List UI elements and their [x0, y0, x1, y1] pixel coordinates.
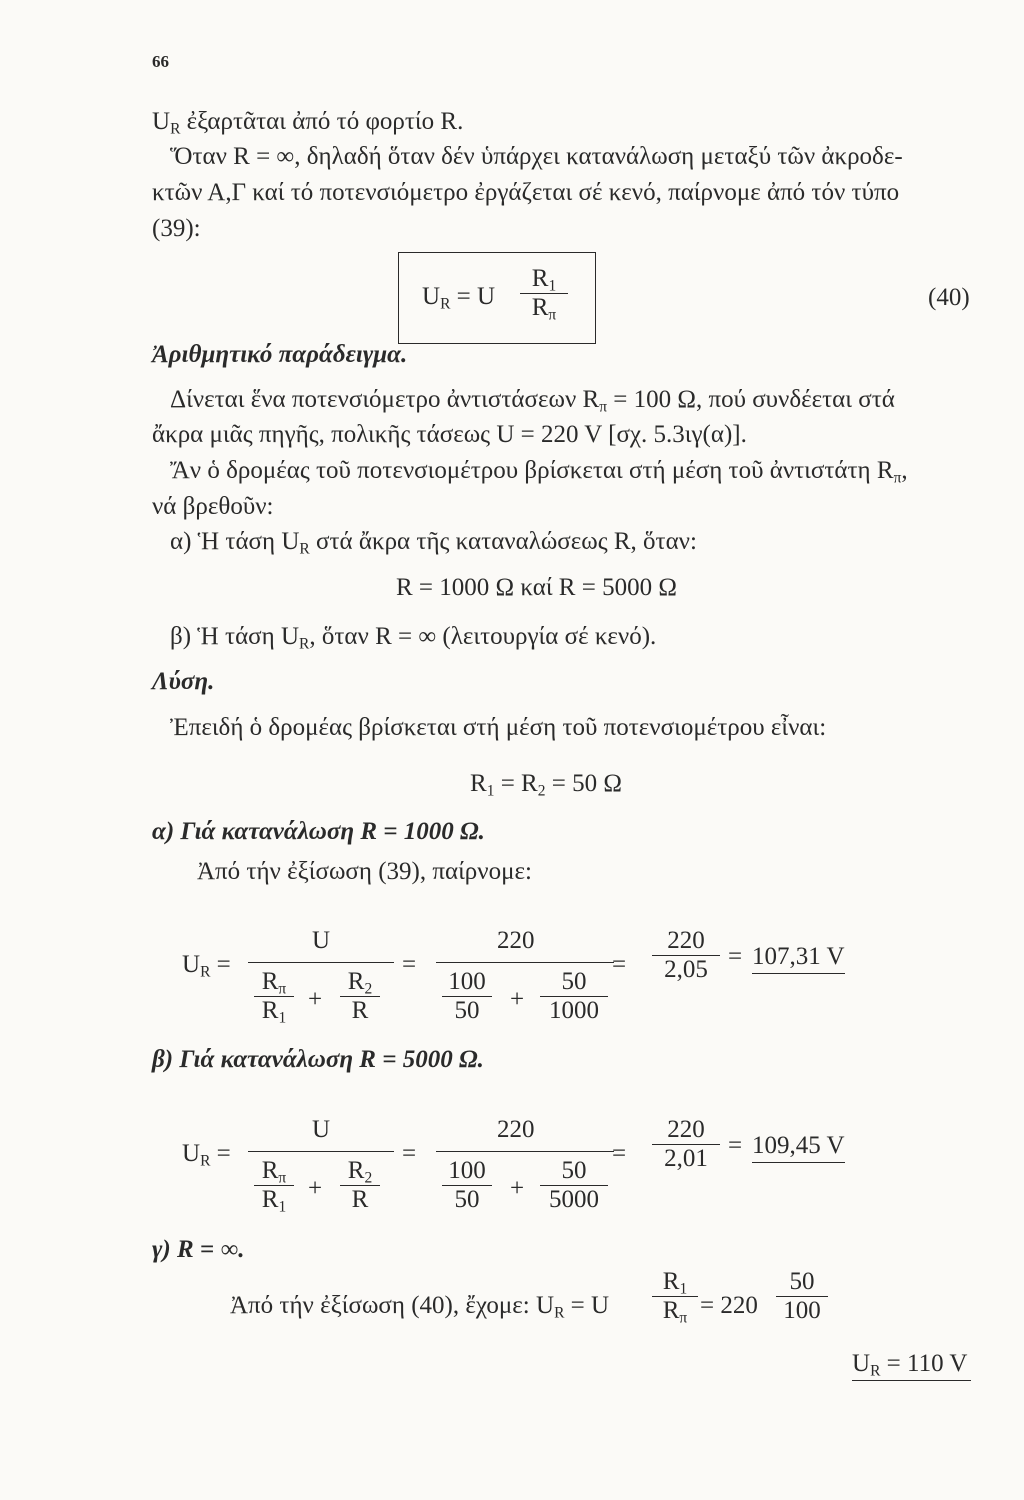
case-b-frac-rpi-r1: $R_\pi$ $R_1$ — [254, 1157, 294, 1214]
question-a: α) Ἡ τάση $U_R$ στά ἄκρα τῆς καταναλώσεως R, ὅταν: — [170, 528, 697, 558]
eq40-numerator: $R_1$ — [531, 265, 557, 295]
case-a-num1: 220 — [497, 927, 535, 954]
equation-40-label: (40) — [928, 284, 970, 311]
case-a-frac-r2-r: $R_2$ R — [340, 968, 380, 1025]
plus-sign: + — [510, 986, 525, 1013]
case-a-lhs: $U_R$ = — [182, 951, 231, 981]
case-a-frac-rpi-r1: $R_\pi$ $R_1$ — [254, 968, 294, 1025]
equals-sign: = — [402, 1140, 417, 1167]
case-b-main-bar — [248, 1151, 394, 1152]
case-b-numerator-u: U — [312, 1116, 331, 1143]
example-heading: Ἀριθμητικό παράδειγμα. — [152, 341, 408, 368]
case-a-frac-50-1000: 50 1000 — [540, 968, 608, 1025]
plus-sign: + — [308, 1175, 323, 1202]
case-b-heading: β) Γιά κατανάλωση R = 5000 Ω. — [152, 1046, 484, 1073]
case-b-num1: 220 — [497, 1116, 535, 1143]
equals-sign: = — [728, 1132, 743, 1159]
u-symbol: U — [152, 108, 171, 135]
case-b-bar-2 — [436, 1151, 614, 1152]
eq40-denominator: $R_\pi$ — [531, 294, 557, 324]
case-a-frac-220-205: 220 2,05 — [652, 927, 720, 984]
intro-line-4: (39): — [152, 215, 201, 242]
equals-sign: = — [612, 1140, 627, 1167]
case-c-eq-220: = 220 — [700, 1292, 758, 1319]
case-a-bar-2 — [436, 962, 614, 963]
example-p1-line2: ἄκρα μιᾶς πηγῆς, πολικῆς τάσεως U = 220 V [σχ. 5.3ιγ(α)]. — [152, 421, 747, 448]
case-a-result: 107,31 V — [752, 943, 845, 974]
example-p1-line1: Δίνεται ἕνα ποτενσιόμετρο ἀντιστάσεων $R_\pi = 100$ Ω, πού συνδέεται στά — [170, 386, 895, 416]
case-a-numerator-u: U — [312, 927, 331, 954]
final-result: $U_R = 110$ V — [852, 1350, 971, 1381]
case-c-frac-r1-rpi: $R_1$ $R_\pi$ — [652, 1268, 698, 1325]
intro-line-3: κτῶν Α,Γ καί τό ποτενσιόμετρο ἐργάζεται σέ κενό, παίρνομε ἀπό τόν τύπο — [152, 179, 900, 206]
r-subscript: R — [170, 120, 181, 138]
eq40-lhs: $U_R = U$ — [422, 283, 496, 313]
intro-line-1-text: ἐξαρτᾶται ἀπό τό φορτίο R. — [186, 108, 464, 135]
solution-line-1: Ἐπειδή ὁ δρομέας βρίσκεται στή μέση τοῦ ποτενσιομέτρου εἶναι: — [170, 714, 827, 741]
equals-sign: = — [612, 951, 627, 978]
case-a-frac-100-50: 100 50 — [442, 968, 492, 1025]
case-c-intro: Ἀπό τήν ἐξίσωση (40), ἔχομε: $U_R = U$ — [230, 1292, 610, 1322]
case-b-frac-50-5000: 50 5000 — [540, 1157, 608, 1214]
case-a-intro: Ἀπό τήν ἐξίσωση (39), παίρνομε: — [197, 858, 532, 885]
equals-sign: = — [402, 951, 417, 978]
intro-line-2: Ὅταν R = ∞, δηλαδή ὅταν δέν ὑπάρχει κατανάλωση μεταξύ τῶν ἀκροδε- — [170, 143, 903, 170]
page-number: 66 — [152, 52, 169, 71]
case-c-frac-50-100: 50 100 — [776, 1268, 828, 1325]
question-b: β) Ἡ τάση $U_R$, ὅταν R = ∞ (λειτουργία σέ κενό). — [170, 623, 657, 653]
solution-heading: Λύση. — [152, 668, 215, 695]
case-b-result: 109,45 V — [752, 1132, 845, 1163]
plus-sign: + — [510, 1175, 525, 1202]
equals-sign: = — [728, 943, 743, 970]
eq40-fraction — [520, 265, 568, 322]
case-b-frac-r2-r: $R_2$ R — [340, 1157, 380, 1214]
example-p2-line2: νά βρεθοῦν: — [152, 493, 274, 520]
example-p2-line1: Ἄν ὁ δρομέας τοῦ ποτενσιομέτρου βρίσκεται στή μέση τοῦ ἀντιστάτη $R_\pi$, — [170, 457, 908, 487]
intro-line-1 — [152, 108, 463, 136]
plus-sign: + — [308, 986, 323, 1013]
r1-r2-equation: $R_1 = R_2 = 50$ Ω — [470, 770, 622, 800]
case-a-main-bar — [248, 962, 394, 963]
case-c-heading: γ) R = ∞. — [152, 1236, 245, 1263]
case-b-frac-220-201: 220 2,01 — [652, 1116, 720, 1173]
case-b-lhs: $U_R$ = — [182, 1140, 231, 1170]
case-b-frac-100-50: 100 50 — [442, 1157, 492, 1214]
case-a-heading: α) Γιά κατανάλωση R = 1000 Ω. — [152, 818, 485, 845]
question-a-values: R = 1000 Ω καί R = 5000 Ω — [396, 574, 677, 601]
